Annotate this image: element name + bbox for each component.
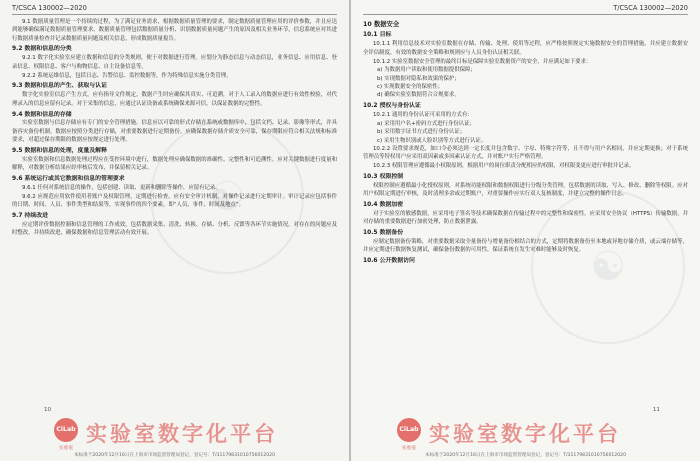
section-heading: 9.7 持续改进 bbox=[12, 212, 49, 219]
page-number: 10 bbox=[44, 407, 52, 413]
section-heading: 9.3 数据和信息的产生、获取与认证 bbox=[12, 83, 107, 90]
section-heading: 10.5 数据备份 bbox=[363, 230, 404, 237]
section-heading: 9.6 系统运行或其它数据和信息的管理要求 bbox=[12, 175, 125, 182]
paragraph: 9.6.2 应规范应用软件使用者账户及权限管理，定期进行检查。应有安全审计机制，对操作记录进行定期审计。审计记录应包括事件的日期、时间、人员、事件类型和结果等，实现事件的四个要素，即“人员、事件、时间及地点”。 bbox=[12, 193, 337, 209]
paragraph: 权限控制应遵循最小化授权原则，对系统功能权限和数据权限进行分级分类管理，包括数据的读取、写入、修改、删除等权限。应对用户权限定期进行审核，及时清理多余或过期账户，对重要操作应实行双人复核制度，并建立完整的操作日志。 bbox=[363, 182, 688, 198]
logo-caption: 实验室 bbox=[58, 446, 74, 451]
standard-id: T/CSCA 130002—2020 bbox=[613, 4, 688, 12]
paragraph: 10.1.2 实验室数据安全管理的最终目标是保障实验室数据资产的安全，并应满足如下要求： bbox=[373, 58, 592, 65]
watermark-seal-icon: ☯ bbox=[531, 190, 685, 344]
paragraph: 实验室数据和信息数据处理过程应在受控环境中进行，数据处理应确保数据的准确性、完整性和可追溯性。应对关键数据进行度量和解释，对数据分析结果应经审核后发布，并保留相关记录。 bbox=[12, 156, 337, 172]
paragraph: 实验室数据与信息存储应有专门的安全管理措施。信息应以可靠的形式存储在系统或数据库中，包括文档、记录、影像等形式，并具备容灾备份机制。数据应按照分类进行存储，对重要数据进行定期备份。应确保数据存储介质安全可靠，保存期限应符合相关法规和标准要求，对超过保存期限的数据应按规定进行处理。 bbox=[12, 120, 337, 144]
left-content bbox=[12, 18, 337, 238]
paragraph: 应定期评价数据控制和信息管理的工作成效，包括数据采集、清洗、转换、存储、分析、反馈等各环节实施情况，对存在的问题应及时整改，并持续改进，确保数据和信息管理活动有效开展。 bbox=[12, 221, 337, 237]
list-item: c) 实现数据安全的保密性； bbox=[377, 84, 444, 91]
list-item: a) 采用用户名+密码方式进行身份认证； bbox=[377, 121, 475, 128]
section-heading: 10.6 公开数据访问 bbox=[363, 258, 415, 265]
section-heading: 10.1 目标 bbox=[363, 32, 392, 39]
paragraph: 对于实验室的敏感数据，应采用电子签名等技术确保数据在传输过程中的完整性和保密性。应采用安全协议（HTTPS）传输数据，并对存储的重要数据进行加密处理，防止数据泄露。 bbox=[363, 210, 688, 226]
list-item: b) 采用数字证书方式进行身份认证； bbox=[377, 129, 466, 136]
right-page bbox=[351, 0, 700, 461]
paragraph: 9.2.2 系统运维信息，包括日志、告警信息、监控数据等，作为特殊信息实施分类管理。 bbox=[22, 72, 232, 79]
paragraph: 9.2.1 数字化实验室应建立数据和信息的分类规则，便于对数据进行管理。应划分为静态信息与动态信息，业务信息、应用信息、登录信息、权限信息、客户与购物信息、自主设备信息等。 bbox=[12, 55, 337, 70]
registration-note: 本标准于2020年12月16日在上海市市场监督管理局登记，登记号：T/31179831010756012020 bbox=[73, 453, 276, 458]
paragraph: 10.2.1 通用的身份认证可采用的方式有： bbox=[373, 112, 473, 119]
paragraph: 数字化实验室信息产生方式，应有指导文件规定。数据产生时应确保其真实、可追溯，对于人工录入的数据应进行有效性校验，对代理录入的信息应留有记录。对于采集的信息，应通过认证设备或系统确保来源可信，以保证数据的完整性。 bbox=[12, 92, 337, 107]
paragraph: 应制定数据备份策略，对重要数据采取全量备份与增量备份相结合的方式，定期将数据备份至本地或异地存储介质，或云端存储等，并应定期进行数据恢复测试，确保备份数据的可用性，保证系统在发生灾难时能够及时恢复。 bbox=[363, 239, 688, 254]
right-content bbox=[363, 18, 688, 266]
list-item: a) 为数据用户读取和使用数据提供保障； bbox=[377, 67, 476, 74]
paragraph: 10.2.3 权限管理应遵循最小权限原则，根据用户的岗位职责分配相应的权限，对权限变更应进行审批并记录。 bbox=[373, 163, 635, 170]
left-page bbox=[0, 0, 349, 461]
footer-brand bbox=[0, 416, 349, 451]
paragraph: 9.6.1 任何对系统信息的操作，包括创建、读取、更新和删除等操作，应留有记录。 bbox=[22, 184, 221, 191]
list-item: d) 确保实验室数据符合合规要求。 bbox=[377, 92, 460, 99]
list-item: c) 采用生物识别或人脸识别等方式进行认证。 bbox=[377, 137, 487, 144]
chapter-heading: 10 数据安全 bbox=[363, 20, 400, 28]
brand-watermark-text: 实验室数字化平台 bbox=[429, 422, 621, 446]
paragraph: 9.1 数据质量管理是一个持续的过程，为了满足业务需求，根据数据质量管理的要求，制定数据质量管理应用的评价参数，并且应达到能够确保满足数据质量管理要求。数据质量管理包括数据质量分析、识别数据质量问题产生的原因及相关业务环节，信息系统应对其进行数据质量检查并记录数据质量问题及相关信息，形成数据质量报告。 bbox=[12, 19, 337, 42]
brand-watermark-text: 实验室数字化平台 bbox=[86, 422, 278, 446]
registration-note: 本标准于2020年12月16日在上海市市场监督管理局登记，登记号：T/31179831010756012020 bbox=[424, 453, 627, 458]
logo-caption: 实验室 bbox=[401, 446, 417, 451]
footer-brand bbox=[351, 416, 700, 451]
section-heading: 9.2 数据和信息的分类 bbox=[12, 46, 72, 53]
section-heading: 10.3 权限控制 bbox=[363, 173, 404, 180]
page-number: 11 bbox=[652, 407, 660, 413]
section-heading: 9.5 数据和信息的处理，度量及解释 bbox=[12, 147, 107, 154]
paragraph: 10.1.1 利用信息技术对实验室数据在存储、传输、处理、使用等过程，应严格按照规定实施数据安全的管理措施，并应建立数据安全评估制度，有效的数据安全策略和规则应与人员身份认证相关联。 bbox=[363, 41, 688, 56]
section-heading: 10.2 授权与身份认证 bbox=[363, 103, 421, 110]
cilab-logo-icon: CiLab bbox=[54, 418, 78, 442]
cilab-logo-icon: CiLab bbox=[397, 418, 421, 442]
section-heading: 9.4 数据和信息的存储 bbox=[12, 111, 72, 118]
header-rule bbox=[12, 14, 337, 15]
list-item: b) 实现数据对隐私和效果的保护； bbox=[377, 75, 460, 82]
header-rule bbox=[363, 14, 688, 15]
section-heading: 10.4 数据加密 bbox=[363, 202, 404, 209]
standard-id: T/CSCA 130002—2020 bbox=[12, 4, 87, 12]
watermark-seal-icon: ☯ bbox=[150, 120, 304, 274]
paragraph: 10.2.2 设置要求规范，如口令必须达到一定长度并包含数字、字母、特殊字符等，且不得与用户名相同，并应定期更换；对于系统管理员等特权用户应采用双因素或多因素认证方式，并对账户实行严格管理。 bbox=[363, 145, 688, 161]
